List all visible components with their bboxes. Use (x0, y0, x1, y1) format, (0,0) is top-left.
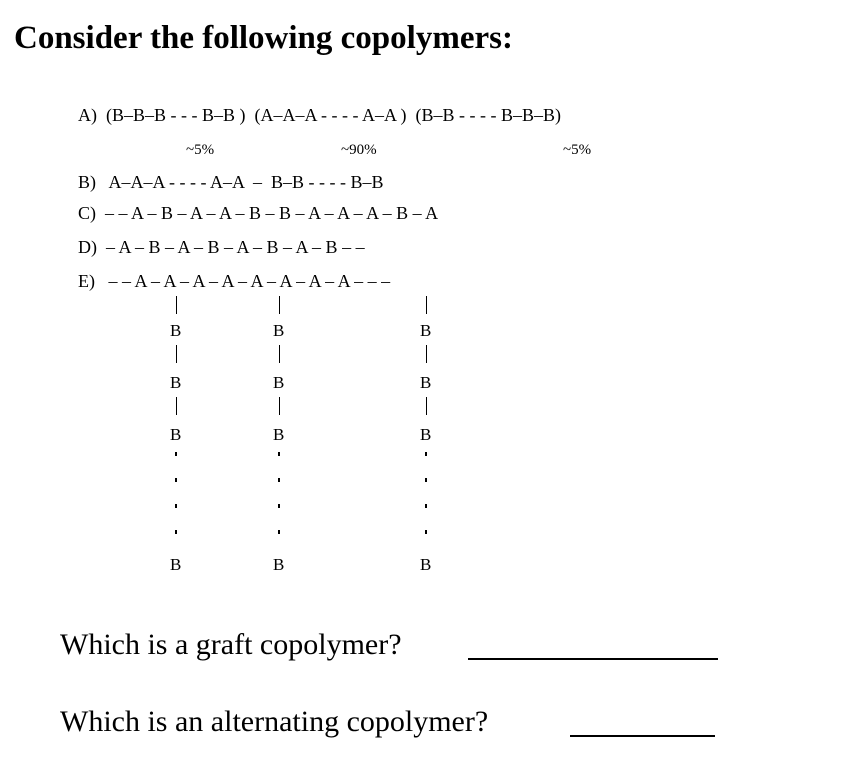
option-e-backbone: E) – – A – A – A – A – A – A – A – A – – – (78, 271, 391, 291)
graft-branch-unit: B (170, 555, 182, 574)
graft-branch-unit: B (273, 373, 285, 392)
option-a-percent-left: ~5% (186, 142, 215, 158)
graft-bond (176, 345, 177, 363)
continuation-dot (278, 452, 280, 456)
graft-branch-unit: B (420, 321, 432, 340)
answer-blank-alternating[interactable] (570, 735, 715, 737)
graft-branch-unit: B (170, 321, 182, 340)
graft-branch-unit: B (420, 373, 432, 392)
continuation-dot (175, 504, 177, 508)
continuation-dot (278, 504, 280, 508)
question-alternating: Which is an alternating copolymer? (60, 705, 489, 738)
continuation-dot (425, 530, 427, 534)
graft-bond (176, 397, 177, 415)
option-a-percent-middle: ~90% (341, 142, 377, 158)
option-c-structure: C) – – A – B – A – A – B – B – A – A – A – B – A (78, 203, 439, 223)
graft-branch-unit: B (420, 425, 432, 444)
graft-branch-unit: B (273, 555, 285, 574)
graft-bond (279, 345, 280, 363)
continuation-dot (175, 530, 177, 534)
continuation-dot (278, 530, 280, 534)
graft-bond (279, 397, 280, 415)
continuation-dot (278, 478, 280, 482)
continuation-dot (175, 478, 177, 482)
option-b-structure: B) A–A–A - - - - A–A – B–B - - - - B–B (78, 172, 384, 192)
graft-branch-unit: B (273, 321, 285, 340)
continuation-dot (425, 452, 427, 456)
question-graft: Which is a graft copolymer? (60, 628, 402, 661)
option-d-structure: D) – A – B – A – B – A – B – A – B – – (78, 237, 365, 257)
option-a-percent-right: ~5% (563, 142, 592, 158)
graft-branch-unit: B (170, 373, 182, 392)
page-title: Consider the following copolymers: (14, 20, 513, 56)
graft-branch-unit: B (420, 555, 432, 574)
graft-bond (426, 345, 427, 363)
answer-blank-graft[interactable] (468, 658, 718, 660)
continuation-dot (425, 478, 427, 482)
graft-bond (426, 296, 427, 314)
graft-bond (176, 296, 177, 314)
graft-branch-unit: B (273, 425, 285, 444)
graft-bond (426, 397, 427, 415)
graft-branch-unit: B (170, 425, 182, 444)
continuation-dot (425, 504, 427, 508)
option-a-structure: A) (B–B–B - - - B–B ) (A–A–A - - - - A–A ) (B–B - - - - B–B–B) (78, 105, 561, 125)
graft-bond (279, 296, 280, 314)
continuation-dot (175, 452, 177, 456)
